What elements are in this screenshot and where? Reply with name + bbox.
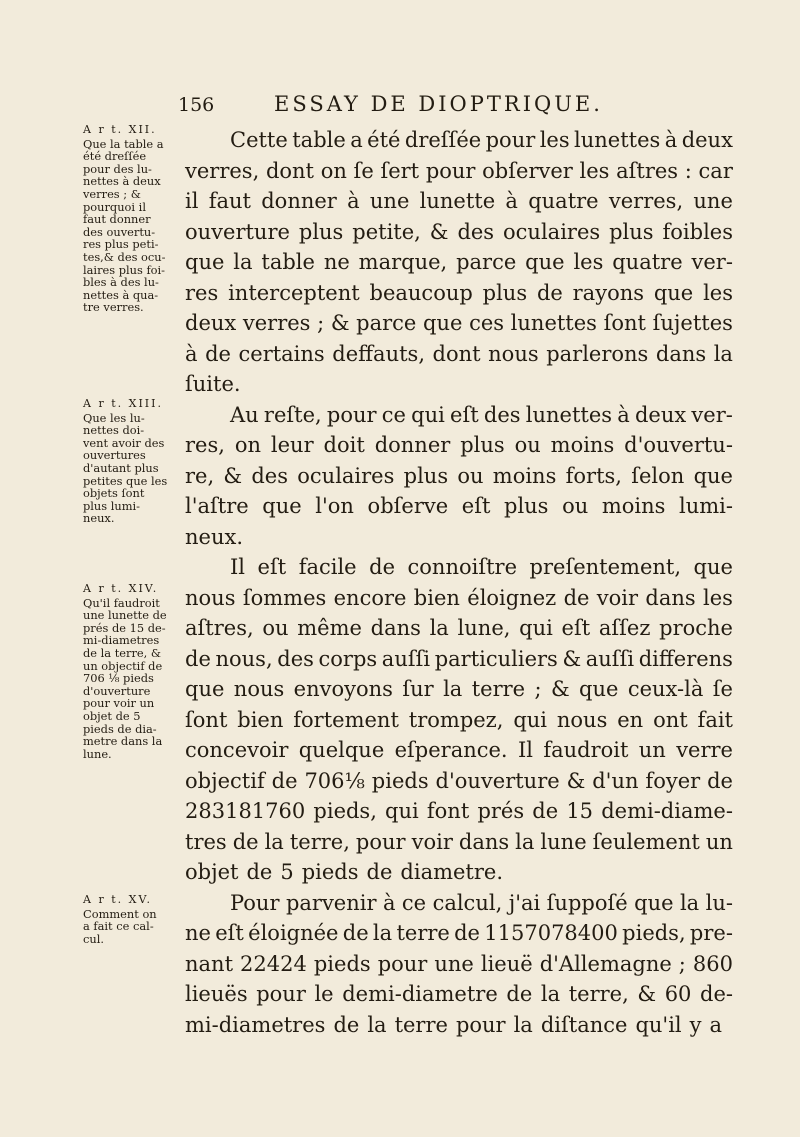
- margin-note-line: d'autant plus: [83, 460, 159, 475]
- margin-note-line: cul.: [83, 931, 104, 946]
- margin-note: [83, 894, 183, 945]
- margin-note-line: Que la table a: [83, 136, 164, 151]
- margin-note-line: vent avoir des: [83, 435, 165, 450]
- body-text: [185, 125, 733, 1040]
- margin-note-line: pour voir un: [83, 696, 155, 711]
- margin-note-line: Qu'il faudroit: [83, 595, 160, 610]
- text-line: à de certains deffauts, dont nous parlerons dans la: [185, 341, 733, 366]
- text-line: de nous, des corps auſſi particuliers & auſſi differens: [185, 646, 733, 671]
- margin-note-line: nettes à qua-: [83, 287, 159, 302]
- text-line: deux verres ; & parce que ces lunettes ſont ſujettes: [185, 311, 733, 335]
- margin-note-line: 706 ⅛ pieds: [83, 671, 154, 686]
- margin-note-line: mi-diametres: [83, 633, 160, 648]
- text-line: neux.: [185, 524, 243, 549]
- margin-note-line: ouvertures: [83, 448, 146, 463]
- text-line: ne eſt éloignée de la terre de 1157078400 pieds, pre-: [185, 921, 733, 945]
- margin-note-line: pourquoi il: [83, 199, 146, 214]
- margin-note-line: objets ſont: [83, 486, 145, 501]
- text-line: mi-diametres de la terre pour la diſtance qu'il y a: [185, 1012, 723, 1037]
- margin-note-line: nettes doi-: [83, 423, 145, 438]
- text-line: Pour parvenir à ce calcul, j'ai ſuppoſé que la lu-: [230, 890, 733, 915]
- margin-note-line: prés de 15 de-: [83, 620, 166, 635]
- margin-note-line: laires plus foi-: [83, 262, 166, 277]
- text-line: que nous envoyons ſur la terre ; & que ceux-là ſe: [185, 677, 733, 701]
- text-line: ſuite.: [185, 372, 241, 396]
- margin-note-line: lune.: [83, 746, 112, 761]
- margin-note: [83, 398, 183, 525]
- text-line: Cette table a été dreſſée pour les lunettes à deux: [230, 128, 733, 152]
- margin-note-line: tes,& des ocu-: [83, 249, 166, 264]
- margin-note-line: neux.: [83, 511, 115, 526]
- running-title: ESSAY DE DIOPTRIQUE.: [274, 92, 603, 116]
- margin-note-line: objet de 5: [83, 708, 141, 723]
- text-line: nous ſommes encore bien éloignez de voir dans les: [185, 585, 733, 610]
- article-number: A r t. XV.: [83, 893, 152, 906]
- margin-note-line: Que les lu-: [83, 410, 145, 425]
- margin-note: [83, 124, 183, 314]
- text-line: res interceptent beaucoup plus de rayons que les: [185, 280, 733, 305]
- text-line: tres de la terre, pour voir dans la lune ſeulement un: [185, 829, 733, 854]
- text-line: objectif de 706⅛ pieds d'ouverture & d'un foyer de: [185, 768, 733, 793]
- article-number: A r t. XIV.: [83, 582, 159, 595]
- text-line: que la table ne marque, parce que les quatre ver-: [185, 250, 733, 274]
- margin-note-line: été dreſſée: [83, 149, 147, 164]
- margin-note-line: tre verres.: [83, 300, 144, 315]
- text-line: ſont bien fortement trompez, qui nous en ont fait: [185, 707, 733, 732]
- margin-note-line: pieds de dia-: [83, 721, 157, 736]
- text-line: aſtres, ou même dans la lune, qui eſt aſſez proche: [185, 616, 733, 640]
- margin-note-line: plus lumi-: [83, 498, 141, 513]
- text-line: 283181760 pieds, qui font prés de 15 demi-diame-: [185, 799, 733, 823]
- text-line: l'aſtre que l'on obſerve eſt plus ou moins lumi-: [185, 494, 733, 518]
- margin-note-line: metre dans la: [83, 734, 163, 749]
- margin-note-line: de la terre, &: [83, 645, 162, 660]
- margin-note-line: a fait ce cal-: [83, 919, 154, 934]
- text-line: Il eſt facile de connoiſtre preſentement, que: [230, 555, 733, 579]
- article-number: A r t. XII.: [83, 123, 157, 136]
- margin-note-line: d'ouverture: [83, 683, 151, 698]
- margin-note-line: petites que les: [83, 473, 168, 488]
- margin-note: [83, 583, 183, 760]
- margin-note-line: faut donner: [83, 212, 151, 227]
- page-header: [178, 92, 758, 122]
- margin-note-line: un objectif de: [83, 658, 163, 673]
- article-number: A r t. XIII.: [83, 397, 163, 410]
- text-line: il faut donner à une lunette à quatre verres, une: [185, 189, 733, 213]
- margin-note-line: une lunette de: [83, 608, 167, 623]
- text-line: re, & des oculaires plus ou moins forts, ſelon que: [185, 463, 733, 488]
- text-line: res, on leur doit donner plus ou moins d'ouvertu-: [185, 433, 733, 457]
- text-line: ouverture plus petite, & des oculaires plus foibles: [185, 219, 733, 244]
- margin-note-line: pour des lu-: [83, 161, 152, 176]
- margin-note-line: bles à des lu-: [83, 275, 159, 290]
- text-line: objet de 5 pieds de diametre.: [185, 860, 504, 884]
- text-line: concevoir quelque eſperance. Il faudroit un verre: [185, 738, 733, 762]
- margin-note-line: verres ; &: [83, 186, 141, 201]
- margin-note-line: res plus peti-: [83, 237, 159, 252]
- text-line: verres, dont on ſe ſert pour obſerver les aſtres : car: [185, 158, 733, 183]
- margin-note-line: Comment on: [83, 906, 157, 921]
- page-number: 156: [178, 94, 215, 116]
- margin-note-line: nettes à deux: [83, 174, 161, 189]
- text-line: lieuës pour le demi-diametre de la terre, & 60 de-: [185, 982, 733, 1006]
- text-line: Au reſte, pour ce qui eſt des lunettes à deux ver-: [230, 402, 733, 427]
- margin-note-line: des ouvertu-: [83, 224, 156, 239]
- text-line: nant 22424 pieds pour une lieuë d'Allemagne ; 860: [185, 951, 733, 976]
